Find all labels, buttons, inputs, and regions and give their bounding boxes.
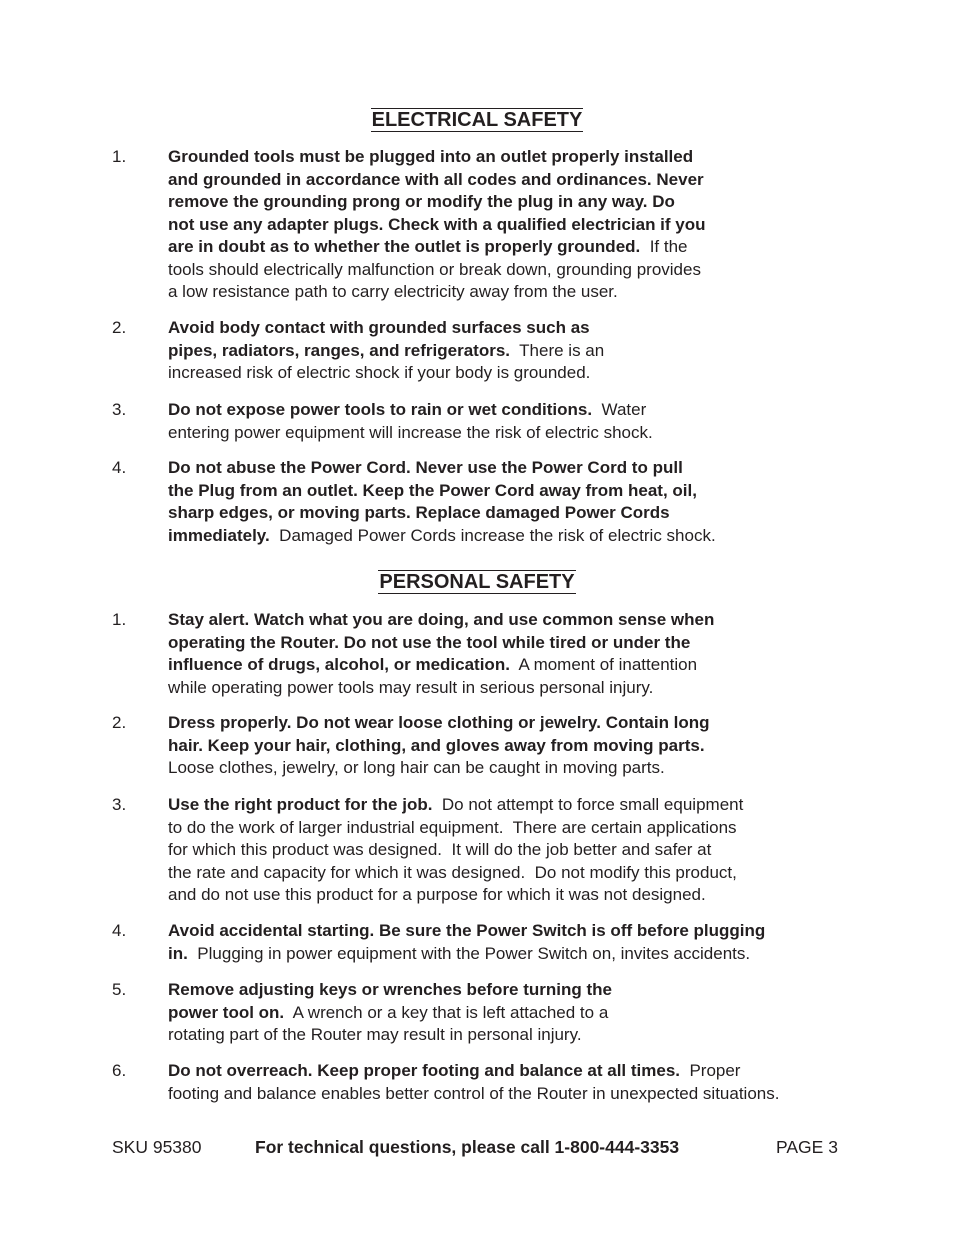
text-line xyxy=(168,817,858,840)
bold-text: Do not overreach. Keep proper footing and balance at all times. xyxy=(168,1061,680,1080)
item-number: 4. xyxy=(112,921,127,940)
text-line xyxy=(168,317,858,340)
bold-text: sharp edges, or moving parts. Replace damaged Power Cords xyxy=(168,503,670,522)
text-line xyxy=(168,862,858,885)
regular-text: Loose clothes, jewelry, or long hair can be caught in moving parts. xyxy=(168,758,665,777)
bold-text: power tool on. xyxy=(168,1002,285,1022)
regular-text: Do not attempt to force small equipment xyxy=(432,795,744,814)
text-line xyxy=(168,609,858,632)
text-line xyxy=(168,281,858,304)
item-text xyxy=(168,146,858,304)
text-line xyxy=(168,1083,858,1106)
bold-text: are in doubt as to whether the outlet is properly grounded. xyxy=(168,237,641,256)
item-text xyxy=(168,1060,858,1105)
text-line xyxy=(168,236,858,259)
text-line xyxy=(168,340,858,363)
text-line xyxy=(168,1024,858,1047)
bold-text: Avoid accidental starting. Be sure the Power Switch is off before plugging xyxy=(168,921,766,940)
text-line xyxy=(168,979,858,1002)
text-line xyxy=(168,794,858,817)
item-number: 3. xyxy=(112,795,127,814)
bold-text: influence of drugs, alcohol, or medication. xyxy=(168,655,510,674)
bold-text: Dress properly. Do not wear loose clothing or jewelry. Contain long xyxy=(168,713,710,732)
regular-text: Damaged Power Cords increase the risk of electric shock. xyxy=(269,525,716,545)
electrical-safety-heading: ELECTRICAL SAFETY xyxy=(371,109,583,131)
text-line xyxy=(168,712,858,735)
text-line xyxy=(168,362,858,385)
item-text xyxy=(168,920,858,965)
regular-text: a low resistance path to carry electricity away from the user. xyxy=(168,282,618,301)
item-number: 6. xyxy=(112,1061,127,1080)
item-text xyxy=(168,609,858,699)
text-line xyxy=(168,757,858,780)
text-line xyxy=(168,632,858,655)
regular-text: increased risk of electric shock if your body is grounded. xyxy=(168,363,591,382)
bold-text: Do not abuse the Power Cord. Never use the Power Cord to pull xyxy=(168,458,683,477)
text-line xyxy=(168,480,858,503)
bold-text: Stay alert. Watch what you are doing, and use common sense when xyxy=(168,610,715,629)
item-number: 3. xyxy=(112,400,127,419)
item-number: 4. xyxy=(112,458,127,477)
item-number: 2. xyxy=(112,318,127,337)
bold-text: and grounded in accordance with all codes and ordinances. Never xyxy=(168,169,704,189)
regular-text: and do not use this product for a purpose for which it was not designed. xyxy=(168,885,706,904)
regular-text: A moment of inattention xyxy=(509,655,698,674)
regular-text: tools should electrically malfunction or break down, grounding provides xyxy=(168,259,701,279)
text-line xyxy=(168,884,858,907)
text-line xyxy=(168,502,858,525)
text-line xyxy=(168,169,858,192)
bold-text: Use the right product for the job. xyxy=(168,795,433,814)
regular-text: Water xyxy=(592,400,647,419)
regular-text: A wrench or a key that is left attached to a xyxy=(284,1002,609,1022)
text-line xyxy=(168,677,858,700)
item-text xyxy=(168,712,858,780)
regular-text: to do the work of larger industrial equipment. There are certain applications xyxy=(168,817,737,837)
personal-safety-heading: PERSONAL SAFETY xyxy=(379,571,575,593)
regular-text: while operating power tools may result in serious personal injury. xyxy=(168,677,654,697)
bold-text: Grounded tools must be plugged into an outlet properly installed xyxy=(168,147,694,166)
text-line xyxy=(168,839,858,862)
item-number: 1. xyxy=(112,147,127,166)
regular-text: the rate and capacity for which it was designed. Do not modify this product, xyxy=(168,862,737,882)
regular-text: rotating part of the Router may result in personal injury. xyxy=(168,1025,582,1044)
text-line xyxy=(168,259,858,282)
footer-page-number: PAGE 3 xyxy=(776,1137,838,1157)
item-number: 5. xyxy=(112,980,127,999)
footer-phone: For technical questions, please call 1-800-444-3353 xyxy=(255,1137,680,1157)
text-line xyxy=(168,422,858,445)
text-line xyxy=(168,191,858,214)
bold-text: not use any adapter plugs. Check with a qualified electrician if you xyxy=(168,214,706,234)
text-line xyxy=(168,525,858,548)
text-line xyxy=(168,943,858,966)
item-text xyxy=(168,457,858,547)
item-text xyxy=(168,399,858,444)
item-number: 2. xyxy=(112,713,127,732)
regular-text: There is an xyxy=(510,340,605,360)
text-line xyxy=(168,1002,858,1025)
regular-text: Proper xyxy=(680,1061,741,1080)
bold-text: Do not expose power tools to rain or wet conditions. xyxy=(168,400,593,419)
bold-text: Avoid body contact with grounded surfaces such as xyxy=(168,318,590,337)
text-line xyxy=(168,399,858,422)
bold-text: remove the grounding prong or modify the plug in any way. Do xyxy=(168,192,675,211)
bold-text: the Plug from an outlet. Keep the Power Cord away from heat, oil, xyxy=(168,480,697,500)
bold-text: operating the Router. Do not use the tool while tired or under the xyxy=(168,632,691,652)
regular-text: entering power equipment will increase the risk of electric shock. xyxy=(168,422,653,442)
bold-text: hair. Keep your hair, clothing, and gloves away from moving parts. xyxy=(168,735,705,755)
text-line xyxy=(168,457,858,480)
text-line xyxy=(168,214,858,237)
item-text xyxy=(168,317,858,385)
regular-text: for which this product was designed. It will do the job better and safer at xyxy=(168,840,712,859)
footer-sku: SKU 95380 xyxy=(112,1137,202,1157)
regular-text: If the xyxy=(640,237,688,256)
text-line xyxy=(168,1060,858,1083)
text-line xyxy=(168,146,858,169)
bold-text: in. xyxy=(168,943,188,963)
text-line xyxy=(168,735,858,758)
regular-text: footing and balance enables better control of the Router in unexpected situations. xyxy=(168,1083,780,1103)
item-number: 1. xyxy=(112,610,127,629)
text-line xyxy=(168,920,858,943)
regular-text: Plugging in power equipment with the Power Switch on, invites accidents. xyxy=(187,943,751,963)
item-text xyxy=(168,794,858,907)
bold-text: pipes, radiators, ranges, and refrigerators. xyxy=(168,340,511,360)
text-line xyxy=(168,654,858,677)
item-text xyxy=(168,979,858,1047)
bold-text: immediately. xyxy=(168,525,270,545)
bold-text: Remove adjusting keys or wrenches before turning the xyxy=(168,980,612,999)
